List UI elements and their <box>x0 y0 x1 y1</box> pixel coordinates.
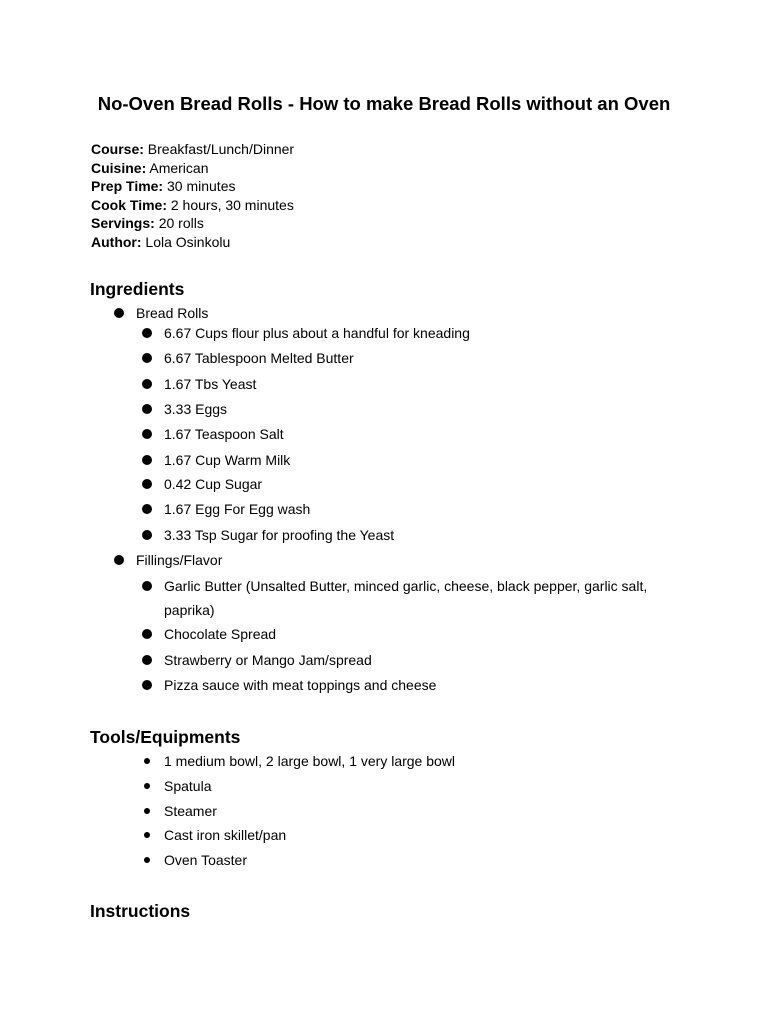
list-item-label: Bread Rolls <box>136 305 209 321</box>
bullet-icon <box>140 777 154 789</box>
bullet-icon <box>140 475 154 489</box>
meta-key: Course: <box>91 141 144 157</box>
meta-key: Cook Time: <box>91 196 167 213</box>
list-item-label: Strawberry or Mango Jam/spread <box>164 652 372 668</box>
list-item <box>164 349 354 367</box>
list-item <box>164 324 470 342</box>
list-item-continuation: paprika) <box>164 602 215 618</box>
bullet-icon <box>140 451 154 465</box>
bullet-icon <box>140 500 154 514</box>
list-item <box>164 625 276 643</box>
list-item-label: 6.67 Tablespoon Melted Butter <box>164 350 354 366</box>
recipe-title: No-Oven Bread Rolls - How to make Bread Rolls without an Oven <box>97 93 671 114</box>
list-item-label: 1.67 Egg For Egg wash <box>164 501 311 517</box>
meta-value: Breakfast/Lunch/Dinner <box>143 141 295 157</box>
bullet-icon <box>140 851 154 863</box>
meta-key: Cuisine: <box>91 159 147 176</box>
meta-author <box>91 233 294 252</box>
list-item-label: 1.67 Teaspoon Salt <box>164 426 284 442</box>
list-item-label: 1.67 Tbs Yeast <box>164 376 257 392</box>
meta-key: Prep Time: <box>91 178 164 195</box>
list-item-label: 1.67 Cup Warm Milk <box>164 452 291 468</box>
bullet-icon <box>140 526 154 540</box>
list-item-label: 3.33 Eggs <box>164 401 228 417</box>
bullet-icon <box>140 349 154 363</box>
bullet-icon <box>140 324 154 338</box>
list-item <box>164 777 211 795</box>
list-item-label: Fillings/Flavor <box>136 552 223 568</box>
list-item-label: Chocolate Spread <box>164 626 277 642</box>
meta-servings <box>91 214 294 233</box>
list-item-label: 6.67 Cups flour plus about a handful for kneading <box>164 325 470 341</box>
list-item-label: Cast iron skillet/pan <box>164 827 287 843</box>
bullet-icon <box>140 577 154 591</box>
list-item-label: Spatula <box>164 778 212 794</box>
list-item <box>164 826 286 844</box>
list-item-label: 0.42 Cup Sugar <box>164 476 263 492</box>
meta-key: Servings: <box>91 215 155 232</box>
list-item <box>164 651 372 669</box>
list-item <box>164 375 256 393</box>
bullet-icon <box>140 826 154 838</box>
list-item-label: Garlic Butter (Unsalted Butter, minced garlic, cheese, black pepper, garlic salt, <box>164 578 648 594</box>
meta-value: Lola Osinkolu <box>141 233 231 250</box>
list-item-fillings-flavor <box>136 551 222 569</box>
meta-key: Author: <box>91 233 142 250</box>
list-item-label: 1 medium bowl, 2 large bowl, 1 very large bowl <box>164 753 456 769</box>
list-item <box>164 577 647 595</box>
meta-value: 30 minutes <box>163 178 236 195</box>
instructions-heading: Instructions <box>90 901 191 921</box>
bullet-icon <box>140 400 154 414</box>
meta-value: American <box>146 159 209 176</box>
list-item <box>164 500 310 518</box>
bullet-icon <box>140 802 154 814</box>
list-item <box>164 400 227 418</box>
bullet-icon <box>140 651 154 665</box>
meta-cook-time <box>91 196 294 215</box>
tools-heading: Tools/Equipments <box>90 727 241 747</box>
list-item-label: Steamer <box>164 803 217 819</box>
list-item <box>164 475 262 493</box>
bullet-icon <box>112 304 126 318</box>
list-item <box>164 752 455 770</box>
bullet-icon <box>140 676 154 690</box>
meta-cuisine <box>91 159 294 178</box>
ingredients-heading: Ingredients <box>90 279 185 299</box>
list-item-bread-rolls <box>136 304 208 322</box>
bullet-icon <box>112 551 126 565</box>
bullet-icon <box>140 752 154 764</box>
list-item <box>164 851 247 869</box>
list-item <box>164 451 290 469</box>
list-item <box>164 676 436 694</box>
list-item-label: Oven Toaster <box>164 852 248 868</box>
bullet-icon <box>140 425 154 439</box>
list-item <box>164 802 217 820</box>
recipe-meta <box>91 140 294 252</box>
list-item <box>164 526 394 544</box>
list-item <box>164 425 284 443</box>
list-item-label: 3.33 Tsp Sugar for proofing the Yeast <box>164 527 395 543</box>
meta-value: 2 hours, 30 minutes <box>166 196 294 213</box>
meta-prep-time <box>91 177 294 196</box>
meta-value: 20 rolls <box>154 215 204 232</box>
bullet-icon <box>140 625 154 639</box>
meta-course <box>91 140 294 159</box>
bullet-icon <box>140 375 154 389</box>
list-item-label: Pizza sauce with meat toppings and cheese <box>164 677 437 693</box>
